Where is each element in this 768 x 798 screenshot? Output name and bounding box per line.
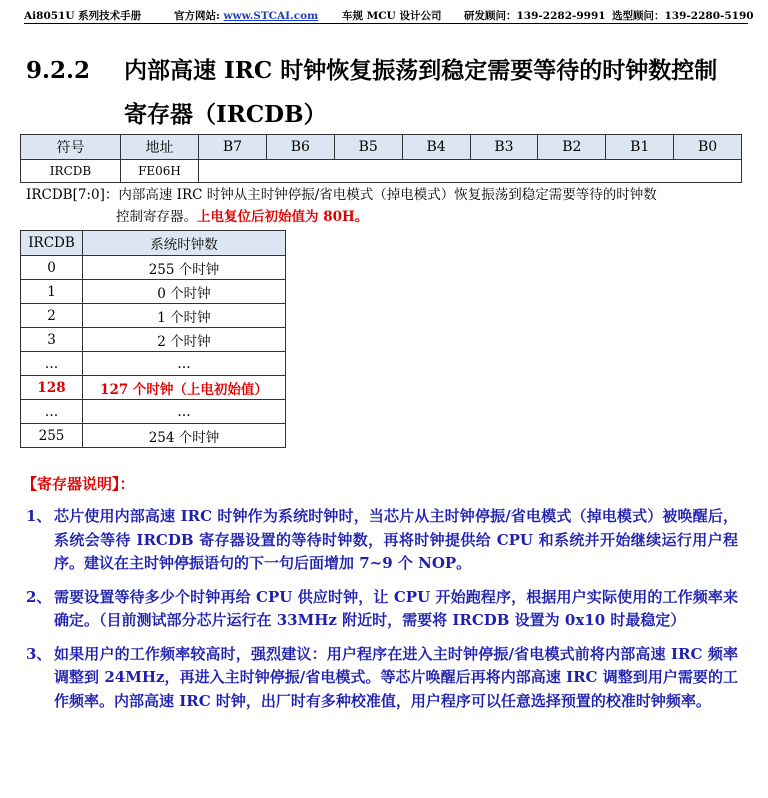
value-header-cell: IRCDB [21,231,83,256]
ircdb-value: 255 [21,424,83,448]
register-address: FE06H [121,160,199,183]
clock-count: … [83,352,286,376]
clock-count: 254 个时钟 [83,424,286,448]
note-text: 需要设置等待多少个时钟再给 CPU 供应时钟，让 CPU 开始跑程序，根据用户实际使用的工作频率来确定。（目前测试部分芯片运行在 33MHz 附近时，需要将 IRCDB 设置为 0x10 时最稳定） [54,587,738,629]
value-header-cell: 系统时钟数 [83,231,286,256]
sel-consultant: 选型顾问：139-2280-5190 [612,10,754,22]
register-symbol: IRCDB [21,160,121,183]
ircdb-value: 1 [21,280,83,304]
register-header-cell: 地址 [121,135,199,160]
page-header [24,8,754,24]
ircdb-value: 128 [21,376,83,400]
table-row [21,328,286,352]
field-desc-line2: 控制寄存器。 [116,209,197,225]
register-header-cell: B5 [334,135,402,160]
section-title-line2: 寄存器（IRCDB） [124,101,327,128]
note-item [26,505,738,576]
register-header-cell: B4 [402,135,470,160]
company-name: 车规 MCU 设计公司 [342,10,442,22]
section-number: 9.2.2 [26,57,91,84]
table-row [21,352,286,376]
clock-count: 1 个时钟 [83,304,286,328]
clock-count: 0 个时钟 [83,280,286,304]
note-item [26,643,738,714]
ircdb-value: 3 [21,328,83,352]
site-link[interactable]: www.STCAI.com [223,10,319,22]
reset-value-note: 上电复位后初始值为 80H。 [197,209,369,225]
field-desc-line2-wrap [26,206,746,228]
register-bits [199,160,742,183]
field-desc-line1: IRCDB[7:0]：内部高速 IRC 时钟从主时钟停振/省电模式（掉电模式）恢复振荡到稳定需要等待的时钟数 [26,187,657,203]
clock-count: 255 个时钟 [83,256,286,280]
register-table [20,134,742,183]
ircdb-value: 0 [21,256,83,280]
note-number: 2、 [26,587,52,606]
note-text: 如果用户的工作频率较高时，强烈建议：用户程序在进入主时钟停振/省电模式前将内部高速 IRC 频率调整到 24MHz，再进入主时钟停振/省电模式。等芯片唤醒后再将内部高速 IRC 调整到用户需要的工作频率。内部高速 IRC 时钟，出厂时有多种校准值，用户程序可以任意选择预置的校准时钟频率。 [54,644,738,710]
value-header-row [21,231,286,256]
register-header-cell: 符号 [21,135,121,160]
register-header-cell: B0 [674,135,742,160]
table-row-default [21,376,286,400]
clock-count: 2 个时钟 [83,328,286,352]
register-header-cell: B3 [470,135,538,160]
table-row [21,400,286,424]
site-label: 官方网站: [174,10,224,22]
register-header-cell: B2 [538,135,606,160]
notes-title: 【寄存器说明】： [22,475,135,493]
clock-count: 127 个时钟（上电初始值） [83,376,286,400]
register-header-cell: B7 [199,135,267,160]
table-row [21,256,286,280]
register-header-row [21,135,742,160]
register-row [21,160,742,183]
register-header-cell: B1 [606,135,674,160]
register-header-cell: B6 [266,135,334,160]
table-row [21,280,286,304]
field-description [26,184,746,228]
rd-consultant: 研发顾问：139-2282-9991 [464,10,606,22]
table-row [21,304,286,328]
site-info [174,8,318,23]
table-row [21,424,286,448]
value-table [20,230,286,448]
section-title-line1: 内部高速 IRC 时钟恢复振荡到稳定需要等待的时钟数控制 [124,57,718,84]
manual-title: Ai8051U 系列技术手册 [24,10,142,22]
ircdb-value: … [21,352,83,376]
ircdb-value: 2 [21,304,83,328]
note-item [26,586,738,633]
note-number: 3、 [26,644,52,663]
note-number: 1、 [26,507,52,525]
notes-list [26,505,738,723]
note-text: 芯片使用内部高速 IRC 时钟作为系统时钟时，当芯片从主时钟停振/省电模式（掉电模式）被唤醒后，系统会等待 IRCDB 寄存器设置的等待时钟数，再将时钟提供给 CPU 和系统并开始继续运行用户程序。建议在主时钟停振语句的下一句后面增加 7~9 个 NOP。 [54,507,738,572]
ircdb-value: … [21,400,83,424]
clock-count: … [83,400,286,424]
